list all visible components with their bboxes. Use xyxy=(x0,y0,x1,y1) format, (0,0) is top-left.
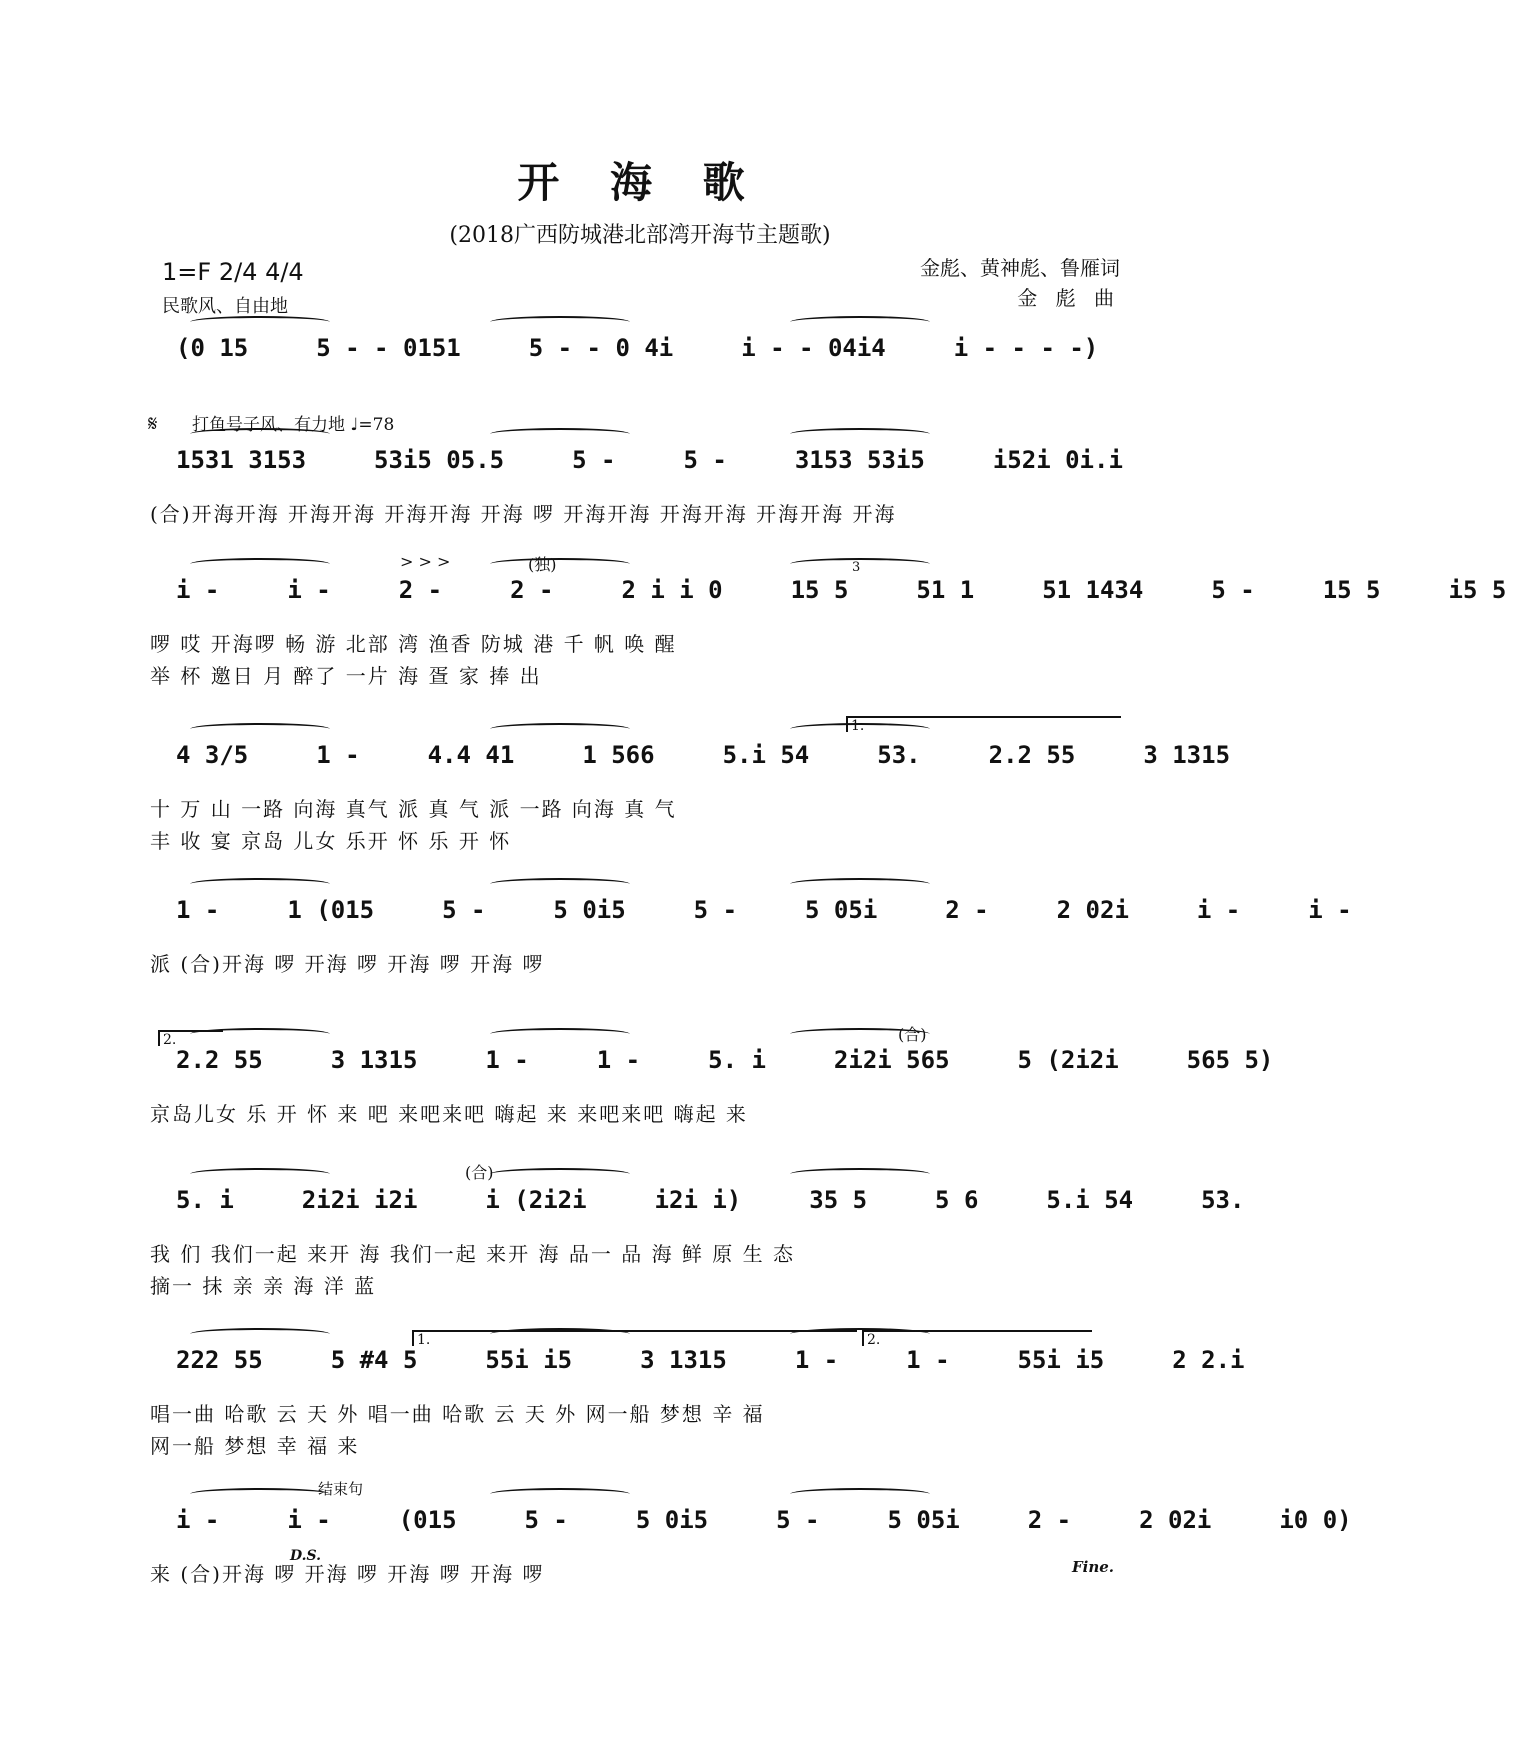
volta-1: 1. xyxy=(846,716,1121,732)
notation-line xyxy=(150,1500,1352,1540)
measure: 5 05i xyxy=(805,896,878,924)
measure: 2 02i xyxy=(1056,896,1129,924)
score-system-8 xyxy=(150,1340,1245,1458)
measure: 2.2 55 xyxy=(988,741,1076,769)
segno-sign: 𝄋 xyxy=(148,412,158,437)
lyrics-line: 唱一曲 哈歌 云 天 外 唱一曲 哈歌 云 天 外 网一船 梦想 辛 福 xyxy=(150,1402,765,1426)
slur xyxy=(790,316,930,328)
notation-line xyxy=(150,1180,1245,1220)
measure: 2 - xyxy=(510,576,554,604)
measure: (015 xyxy=(398,1506,457,1534)
slur xyxy=(490,558,630,570)
slur xyxy=(490,878,630,890)
measure: 2 - xyxy=(1027,1506,1072,1534)
fine-mark: Fine. xyxy=(1072,1558,1115,1576)
slur xyxy=(790,723,930,735)
ds-mark: D.S. xyxy=(290,1548,322,1564)
measure: 5 - - 0 4i xyxy=(528,334,674,362)
lyrics-line: 我 们 我们一起 来开 海 我们一起 来开 海 品一 品 海 鲜 原 生 态 xyxy=(150,1242,796,1266)
measure: 5 0i5 xyxy=(635,1506,709,1534)
lyrics-line: 丰 收 宴 京岛 儿女 乐开 怀 乐 开 怀 xyxy=(150,829,512,853)
notation-line xyxy=(150,570,1507,610)
measure: i0 0) xyxy=(1279,1506,1352,1534)
measure: i - - 04i4 xyxy=(741,334,886,362)
measure: (0 15 xyxy=(176,334,249,362)
measure: 5 - xyxy=(776,1506,820,1534)
lyrics-line: 来 (合)开海 啰 开海 啰 开海 啰 开海 啰 xyxy=(150,1562,545,1586)
lyrics-line: 京岛儿女 乐 开 怀 来 吧 来吧来吧 嗨起 来 来吧来吧 嗨起 来 xyxy=(150,1102,748,1126)
notation-line xyxy=(150,1340,1245,1380)
measure: 5 6 xyxy=(935,1186,979,1214)
slur xyxy=(490,1488,630,1500)
measure: 15 5 xyxy=(1322,576,1381,604)
measure: 2 i i 0 xyxy=(621,576,723,604)
slur xyxy=(190,878,330,890)
score-system-6 xyxy=(150,1040,1274,1126)
measure: 3 1315 xyxy=(1143,741,1231,769)
subtitle: (2018广西防城港北部湾开海节主题歌) xyxy=(449,223,831,248)
slur xyxy=(190,316,330,328)
style-note: 民歌风、自由地 xyxy=(162,296,288,317)
measure: 5.i 54 xyxy=(722,741,810,769)
measure: i - xyxy=(1196,896,1241,924)
slur xyxy=(490,723,630,735)
measure: 5 05i xyxy=(887,1506,960,1534)
score-system-4 xyxy=(150,735,1231,853)
ending-phrase: 结束句 xyxy=(318,1480,364,1498)
measure: 2i2i 565 xyxy=(833,1046,950,1074)
triplet-mark: 3 xyxy=(852,560,861,575)
measure: i5 5 xyxy=(1448,576,1507,604)
lyrics-line xyxy=(150,386,1125,414)
measure: 5 - xyxy=(693,896,738,924)
slur xyxy=(490,428,630,440)
measure: 5 - xyxy=(442,896,486,924)
slur xyxy=(490,1168,630,1180)
slur xyxy=(190,1488,330,1500)
measure: 53. xyxy=(1201,1186,1245,1214)
measure: 51 1434 xyxy=(1042,576,1144,604)
slur xyxy=(790,1328,930,1340)
measure: 5 #4 5 xyxy=(330,1346,418,1374)
volta-2: 2. xyxy=(158,1030,223,1046)
lyrics-line: 举 杯 邀日 月 醉了 一片 海 疍 家 捧 出 xyxy=(150,664,542,688)
measure: 2 - xyxy=(945,896,989,924)
page-title: 开 海 歌 xyxy=(517,158,763,207)
slur xyxy=(490,1028,630,1040)
measure: 1 - xyxy=(176,896,220,924)
measure: 1 - xyxy=(794,1346,839,1374)
slur xyxy=(790,878,930,890)
notation-line xyxy=(150,328,1125,368)
score-system-3 xyxy=(150,570,1507,688)
measure: i2i i) xyxy=(654,1186,742,1214)
measure: i - xyxy=(287,576,331,604)
lyricist: 金彪、黄神彪、鲁雁词 xyxy=(920,256,1120,280)
volta-1b: 1. xyxy=(412,1330,857,1346)
measure: 1 - xyxy=(596,1046,641,1074)
measure: 1531 3153 xyxy=(176,446,307,474)
slur xyxy=(190,1028,330,1040)
lyrics-line: 网一船 梦想 幸 福 来 xyxy=(150,1434,360,1458)
measure: 5.i 54 xyxy=(1046,1186,1134,1214)
lyrics-line: 摘一 抹 亲 亲 海 洋 蓝 xyxy=(150,1274,377,1298)
slur xyxy=(190,558,330,570)
slur xyxy=(790,1168,930,1180)
measure: 53. xyxy=(877,741,921,769)
measure: 5. i xyxy=(708,1046,766,1074)
slur xyxy=(490,316,630,328)
score-system-9 xyxy=(150,1500,1352,1586)
measure: 5 - xyxy=(572,446,616,474)
solo-mark: (独) xyxy=(528,555,557,574)
measure: 2i2i i2i xyxy=(301,1186,418,1214)
slur xyxy=(190,723,330,735)
measure: 55i i5 xyxy=(1017,1346,1105,1374)
measure: 565 5) xyxy=(1186,1046,1274,1074)
measure: 51 1 xyxy=(916,576,975,604)
measure: i52i 0i.i xyxy=(992,446,1123,474)
slur xyxy=(490,1328,630,1340)
measure: i - xyxy=(176,1506,220,1534)
measure: 1 - xyxy=(485,1046,529,1074)
measure: 55i i5 xyxy=(485,1346,573,1374)
score-system-2 xyxy=(150,440,1125,526)
measure: 2 2.i xyxy=(1172,1346,1245,1374)
score-system-1 xyxy=(150,328,1125,414)
measure: i - xyxy=(1308,896,1352,924)
lyrics-line: 啰 哎 开海啰 畅 游 北部 湾 渔香 防城 港 千 帆 唤 醒 xyxy=(150,632,677,656)
tempo-marking: 打鱼号子风、有力地 ♩=78 xyxy=(192,415,395,435)
measure: 4.4 41 xyxy=(427,741,515,769)
measure: 5 - xyxy=(1211,576,1255,604)
slur xyxy=(790,1028,930,1040)
measure: 1 - xyxy=(906,1346,950,1374)
measure: i (2i2i xyxy=(485,1186,587,1214)
measure: 5 0i5 xyxy=(553,896,626,924)
measure: 3 1315 xyxy=(330,1046,418,1074)
measure: 3153 53i5 xyxy=(794,446,925,474)
accent-marks: > > > xyxy=(400,552,451,571)
measure: 2.2 55 xyxy=(176,1046,263,1074)
measure: 3 1315 xyxy=(640,1346,727,1374)
measure: 222 55 xyxy=(176,1346,263,1374)
lyrics-line: 派 (合)开海 啰 开海 啰 开海 啰 开海 啰 xyxy=(150,952,545,976)
slur xyxy=(790,428,930,440)
measure: 1 (015 xyxy=(287,896,375,924)
lyrics-line: 十 万 山 一路 向海 真气 派 真 气 派 一路 向海 真 气 xyxy=(150,797,677,821)
measure: 5 (2i2i xyxy=(1017,1046,1119,1074)
key-signature: 1=F 2/4 4/4 xyxy=(162,258,304,286)
notation-line xyxy=(150,1040,1274,1080)
score-system-7 xyxy=(150,1180,1245,1298)
chorus-mark-2: (合) xyxy=(465,1163,494,1182)
volta-2b: 2. xyxy=(862,1330,1092,1346)
score-system-5 xyxy=(150,890,1352,976)
measure: i - xyxy=(287,1506,331,1534)
measure: 15 5 xyxy=(790,576,849,604)
measure: 5 - - 0151 xyxy=(316,334,461,362)
chorus-mark: (合) xyxy=(898,1025,927,1044)
measure: i - - - -) xyxy=(953,334,1099,362)
measure: 2 02i xyxy=(1139,1506,1212,1534)
measure: 1 - xyxy=(316,741,360,769)
slur xyxy=(190,1168,330,1180)
measure: 5 - xyxy=(683,446,727,474)
notation-line xyxy=(150,890,1352,930)
measure: 5 - xyxy=(524,1506,568,1534)
composer: 金 彪 曲 xyxy=(1017,286,1120,310)
measure: i - xyxy=(176,576,220,604)
slur xyxy=(190,1328,330,1340)
slur xyxy=(790,558,930,570)
notation-line xyxy=(150,735,1231,775)
measure: 1 566 xyxy=(582,741,655,769)
measure: 5. i xyxy=(176,1186,234,1214)
slur xyxy=(190,428,330,440)
slur xyxy=(790,1488,930,1500)
lyrics-line: (合)开海开海 开海开海 开海开海 开海 啰 开海开海 开海开海 开海开海 开海 xyxy=(150,502,897,526)
measure: 2 - xyxy=(398,576,443,604)
measure: 53i5 05.5 xyxy=(374,446,505,474)
measure: 4 3/5 xyxy=(176,741,249,769)
notation-line xyxy=(150,440,1125,480)
measure: 35 5 xyxy=(809,1186,868,1214)
